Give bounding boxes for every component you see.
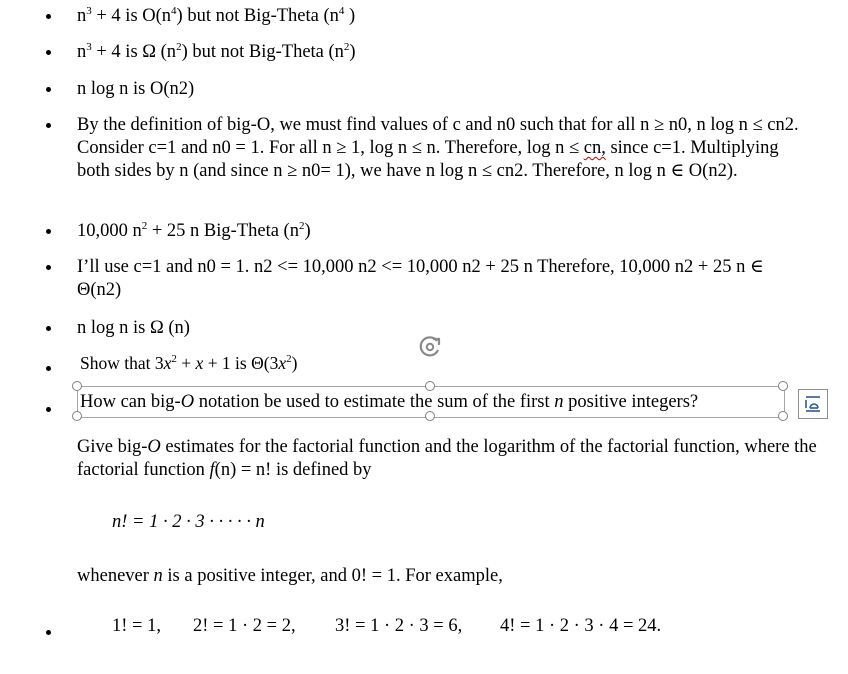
bullet	[46, 630, 54, 638]
example-4: 4! = 1 · 2 · 3 · 4 = 24.	[500, 616, 662, 636]
example-1: 1! = 1,	[112, 616, 161, 636]
list-item: $n^3 + 4$ is $O(n^4)$ but not Big-Theta ($n^4$ )	[77, 5, 356, 26]
bullet	[46, 50, 54, 58]
spelling-squiggle: cn,	[583, 138, 606, 158]
list-item: $n^3 + 4$ is Ω $(n^2)$ but not Big-Theta $(n^2)$	[77, 41, 356, 62]
bullet	[46, 87, 54, 95]
example-3: 3! = 1 · 2 · 3 = 6,	[335, 616, 463, 636]
bullet	[46, 366, 54, 374]
whenever-text: whenever n is a positive integer, and 0! = 1. For example,	[77, 566, 503, 586]
list-item: n log n is Ω (n)	[77, 318, 190, 338]
question-text: How can big-O notation be used to estimate the sum of the first n positive integers?	[80, 392, 699, 412]
bullet	[46, 326, 54, 334]
list-item: 10,000 $n^2 + 25$ n Big-Theta $(n^2)$	[77, 220, 311, 241]
resize-handle[interactable]	[778, 381, 788, 391]
resize-handle[interactable]	[72, 381, 82, 391]
layout-options-button[interactable]	[798, 389, 828, 419]
bullet	[46, 407, 54, 415]
resize-handle[interactable]	[425, 381, 435, 391]
resize-handle[interactable]	[778, 411, 788, 421]
bullet	[46, 14, 54, 22]
bullet	[46, 229, 54, 237]
example-2: 2! = 1 · 2 = 2,	[193, 616, 296, 636]
layout-options-icon	[799, 390, 827, 418]
list-item: n log n is O(n2)	[77, 79, 195, 99]
rotate-handle-icon[interactable]	[416, 333, 444, 361]
bullet	[46, 265, 54, 273]
factorial-intro: Give big-O estimates for the factorial function and the logarithm of the factorial function, where the factorial function f(n) = n! is defined by	[77, 437, 817, 480]
factorial-formula: n! = 1 · 2 · 3 · · · · · n	[112, 512, 265, 532]
show-that-image: Show that $3x^2 + x + 1$ is $\Theta(3x^2)$	[80, 353, 298, 373]
bullet	[46, 123, 54, 131]
proof-paragraph: By the definition of big-O, we must find values of c and n0 such that for all n ≥ n0, n log n ≤ cn2. Consider c=1 and n0 = 1. For all n ≥ 1, log n ≤ n. Therefore, log n ≤ cn, since c=1. Multiplying both sides by n (and since n ≥ n0= 1), we have n log n ≤ cn2. Therefore, n log n ∈ O(n2).	[77, 115, 799, 181]
list-item: I’ll use c=1 and n0 = 1. n2 <= 10,000 n2 <= 10,000 n2 + 25 n Therefore, 10,000 n2 + 25 n ∈ Θ(n2)	[77, 257, 764, 300]
